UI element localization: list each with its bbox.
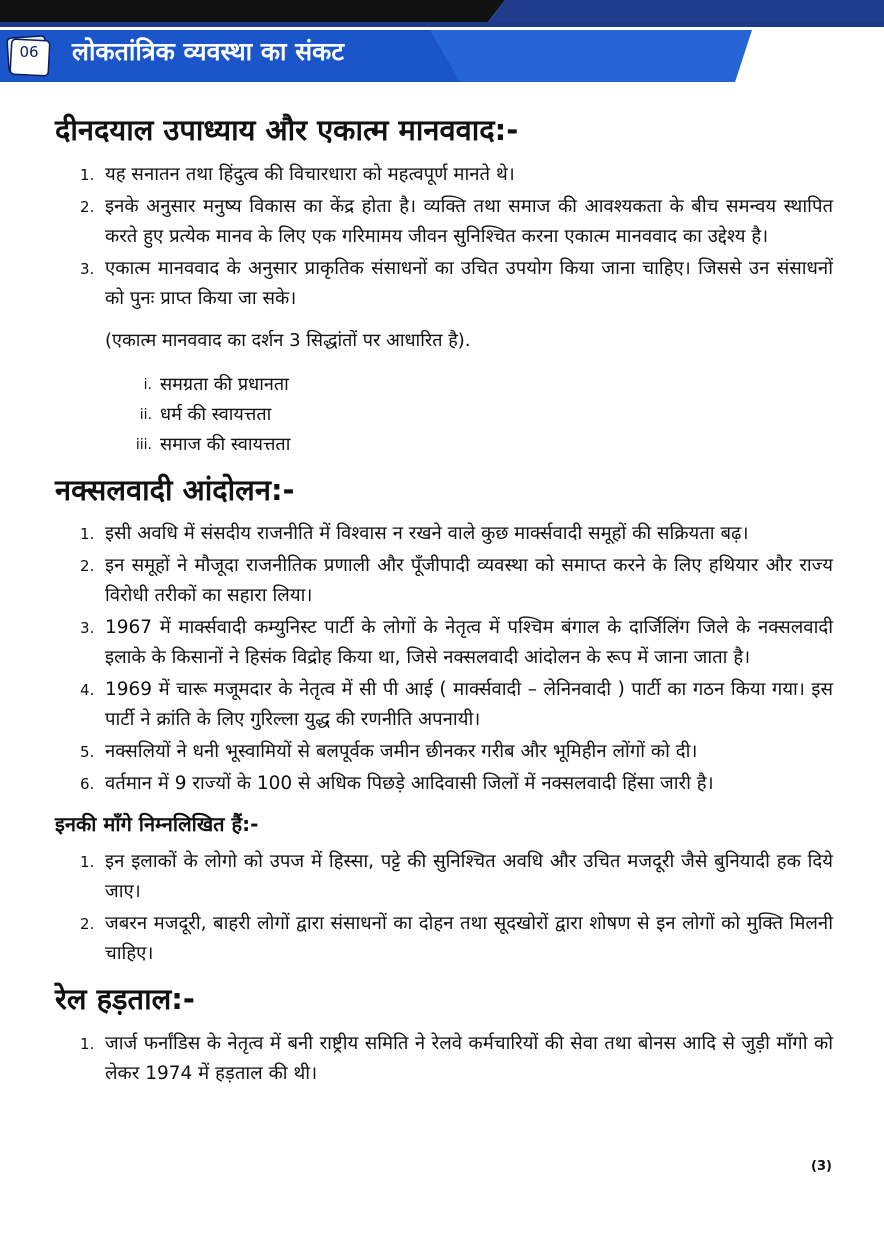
section-heading-ekatma: दीनदयाल उपाध्याय और एकात्म मानववाद:- [55,113,519,147]
principles-note: (एकात्म मानववाद का दर्शन 3 सिद्धांतों पर आधारित है). [105,329,471,351]
list-item [55,909,833,969]
item-text: इन समूहों ने मौजूदा राजनीतिक प्रणाली और पूँजीपादी व्यवस्था को समाप्त करने के लिए हथियार और राज्य विरोधी तरीकों का सहारा लिया। [105,555,833,607]
item-text: यह सनातन तथा हिंदुत्व की विचारधारा को महत्वपूर्ण मानते थे। [105,163,515,185]
item-number: 1. [80,525,95,544]
principles-list [55,370,833,460]
item-number: 3. [80,619,95,638]
ekatma-list [55,160,833,314]
list-item [55,400,833,430]
item-number: 2. [80,197,95,216]
item-text: जबरन मजदूरी, बाहरी लोगों द्वारा संसाधनों का दोहन तथा सूदखोरों द्वारा शोषण से इन लोगों को मुक्ति मिलनी चाहिए। [105,913,833,965]
item-text: 1967 में मार्क्सवादी कम्युनिस्ट पार्टी के लोगों के नेतृत्व में पश्चिम बंगाल के दार्जिलिंग जिले के नक्सलवादी इलाके के किसानों ने हिसंक विद्रोह किया था, जिसे नक्सलवादी आंदोलन के रूप में जाना जाता है। [105,617,833,669]
item-number: 4. [80,681,95,700]
item-number: 2. [80,915,95,934]
item-text: इसी अवधि में संसदीय राजनीति में विश्वास न रखने वाले कुछ मार्क्सवादी समूहों की सक्रियता बढ़। [105,523,749,545]
item-number: 1. [80,1035,95,1054]
item-text: जार्ज फर्नांडिस के नेतृत्व में बनी राष्ट्रीय समिति ने रेलवे कर्मचारियों की सेवा तथा बोनस आदि से जुड़ी माँगो को लेकर 1974 में हड़ताल की थी। [105,1033,833,1085]
list-item [55,769,833,799]
item-number: 1. [80,165,95,184]
item-text: समग्रता की प्रधानता [160,373,289,395]
item-number: 1. [80,853,95,872]
item-text: 1969 में चारू मजूमदार के नेतृत्व में सी पी आई ( मार्क्सवादी – लेनिनवादी ) पार्टी का गठन किया गया। इस पार्टी ने क्रांति के लिए गुरिल्ला युद्ध की रणनीति अपनायी। [105,679,833,731]
list-item [55,613,833,673]
item-number: 6. [80,775,95,794]
item-number: 3. [80,259,95,278]
list-item [55,519,833,549]
list-item [55,737,833,767]
demands-subheading: इनकी माँगे निम्नलिखित हैं:- [55,812,259,837]
section-heading-rail-strike: रेल हड़ताल:- [55,982,195,1017]
list-item [55,1029,833,1089]
item-text: वर्तमान में 9 राज्यों के 100 से अधिक पिछड़े आदिवासी जिलों में नक्सलवादी हिंसा जारी है। [105,773,714,795]
item-number: ii. [139,406,152,423]
header-banner [0,0,884,85]
chapter-number: 06 [19,43,39,61]
list-item [55,551,833,611]
item-number: i. [143,376,152,393]
chapter-title: लोकतांत्रिक व्यवस्था का संकट [72,37,344,66]
item-number: 5. [80,743,95,762]
page-number: (3) [811,1159,832,1174]
list-item [55,675,833,735]
list-item [55,192,833,252]
item-text: नक्सलियों ने धनी भूस्वामियों से बलपूर्वक जमीन छीनकर गरीब और भूमिहीन लोंगों को दी। [105,741,698,763]
item-number: iii. [135,436,152,453]
list-item [55,370,833,400]
item-text: धर्म की स्वायत्तता [160,403,272,425]
naxal-list [55,519,833,799]
list-item [55,430,833,460]
item-text: इनके अनुसार मनुष्य विकास का केंद्र होता है। व्यक्ति तथा समाज की आवश्यकता के बीच समन्वय स्थापित करते हुए प्रत्येक मानव के लिए एक गरिमामय जीवन सुनिश्चित करना एकात्म मानववाद का उद्देश्य है। [105,195,833,247]
demands-list [55,847,833,969]
section-heading-naxal: नक्सलवादी आंदोलन:- [55,472,295,507]
item-text: इन इलाकों के लोगो को उपज में हिस्सा, पट्टे की सुनिश्चित अवधि और उचित मजदूरी जैसे बुनियादी हक दिये जाए। [105,851,833,903]
item-number: 2. [80,557,95,576]
rail-strike-list [55,1029,833,1089]
item-text: एकात्म मानववाद के अनुसार प्राकृतिक संसाधनों का उचित उपयोग किया जाना चाहिए। जिससे उन संसाधनों को पुनः प्राप्त किया जा सके। [105,257,833,309]
list-item [55,847,833,907]
item-text: समाज की स्वायत्तता [160,433,291,455]
list-item [55,254,833,314]
list-item [55,160,833,190]
page-content [55,100,833,1091]
